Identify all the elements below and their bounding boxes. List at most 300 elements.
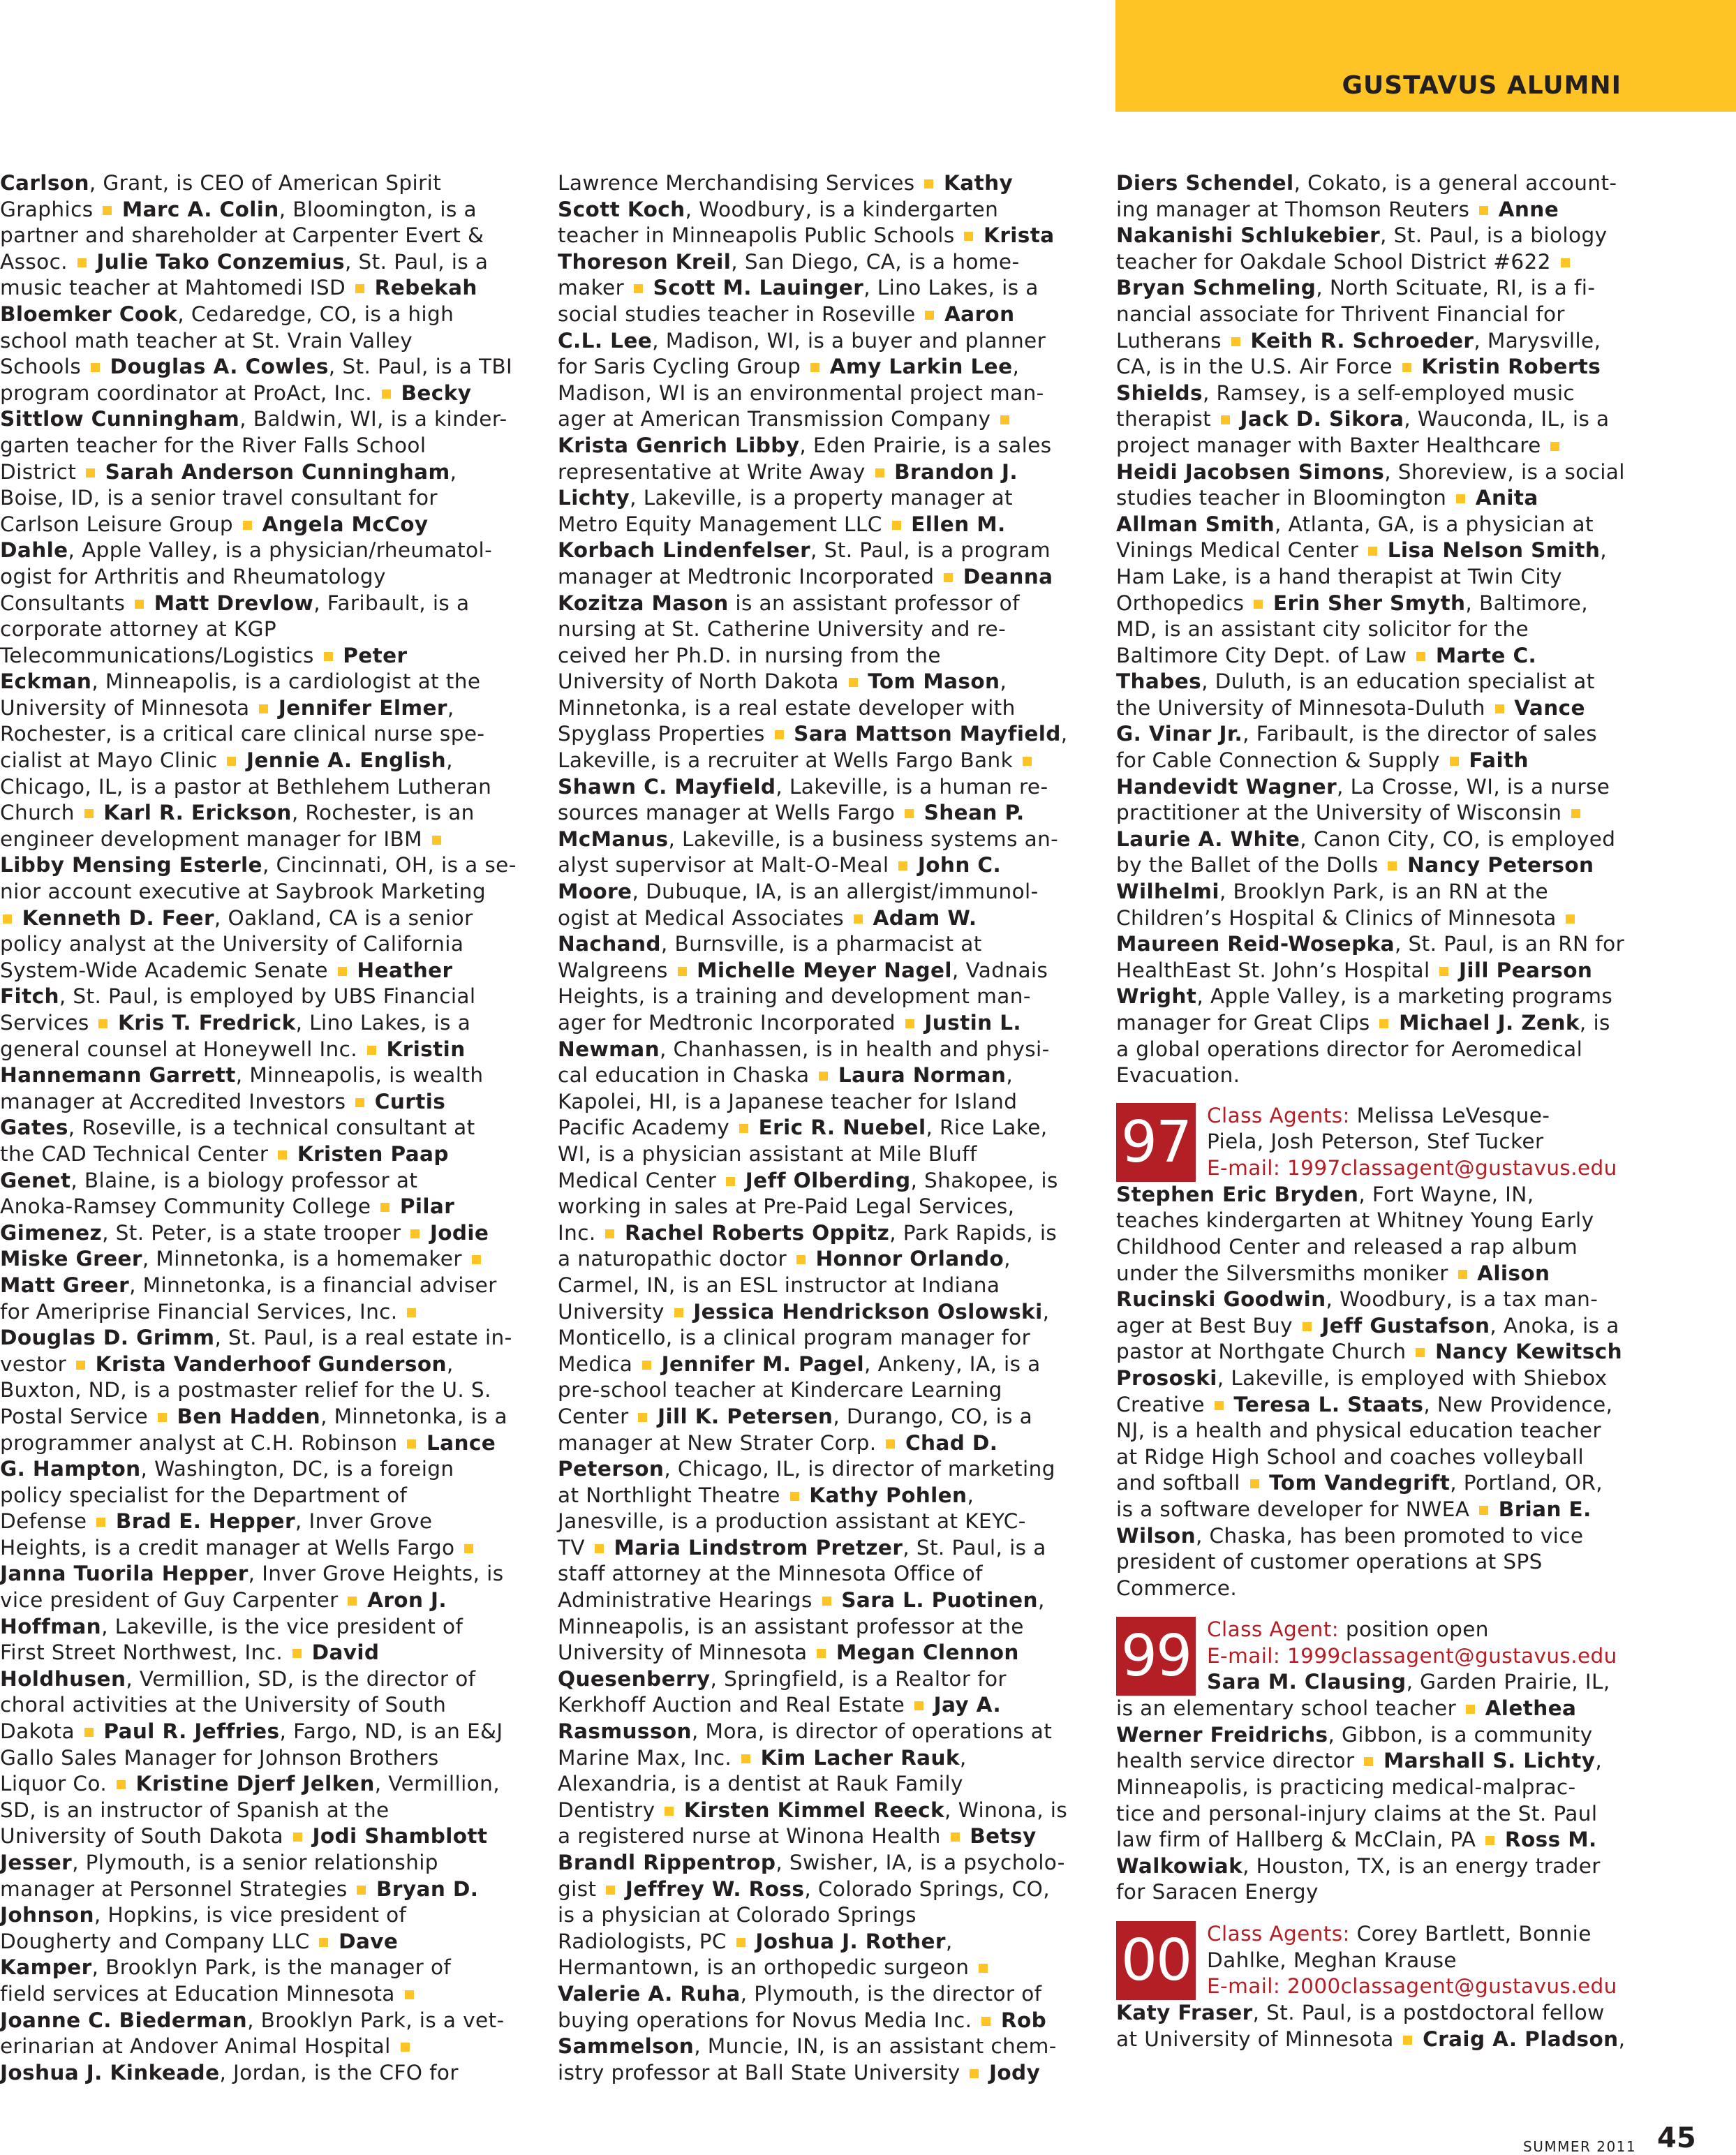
alumni-name: Kristin bbox=[378, 1037, 466, 1061]
alumni-name: Keith R. Schroeder bbox=[1242, 328, 1474, 353]
alumni-text: , Woodbury, is a tax man- bbox=[1326, 1287, 1598, 1312]
text-line bbox=[0, 1299, 511, 1326]
text-line bbox=[0, 1587, 511, 1614]
alumni-text: Ham Lake, is a hand therapist at Twin City bbox=[1116, 564, 1562, 588]
bullet-square-icon bbox=[1000, 415, 1009, 424]
alumni-name: Maureen Reid-Wosepka bbox=[1116, 932, 1395, 956]
bullet-square-icon bbox=[981, 2017, 991, 2026]
bullet-square-icon bbox=[1403, 2036, 1412, 2045]
text-line bbox=[558, 538, 1069, 564]
alumni-name: Johnson bbox=[0, 1903, 94, 1927]
text-line bbox=[558, 1850, 1069, 1876]
alumni-text: Pacific Academy bbox=[558, 1116, 736, 1140]
alumni-text: Lutherans bbox=[1116, 328, 1229, 353]
bullet-square-icon bbox=[1485, 1836, 1494, 1845]
alumni-text: , La Crosse, WI, is a nurse bbox=[1337, 774, 1610, 799]
bullet-square-icon bbox=[1303, 1322, 1312, 1331]
text-line bbox=[1116, 1261, 1627, 1287]
alumni-name: Becky bbox=[393, 380, 472, 405]
text-line bbox=[1116, 459, 1627, 486]
alumni-name: Peter bbox=[335, 643, 408, 667]
alumni-text: Services bbox=[0, 1011, 96, 1035]
alumni-text: manager at Accredited Investors bbox=[0, 1089, 353, 1113]
alumni-name: Ellen M. bbox=[903, 512, 1006, 536]
alumni-text: , Portland, OR, bbox=[1450, 1471, 1603, 1495]
text-line bbox=[1116, 1470, 1627, 1497]
text-line bbox=[0, 1509, 511, 1535]
text-line bbox=[1116, 1444, 1627, 1471]
text-line bbox=[1116, 1182, 1627, 1208]
bullet-square-icon bbox=[1458, 1270, 1467, 1279]
bullet-square-icon bbox=[736, 1938, 745, 1947]
alumni-text: , is bbox=[1579, 1011, 1610, 1035]
text-line bbox=[0, 1062, 511, 1089]
alumni-text: Church bbox=[0, 801, 82, 825]
alumni-text: teacher in Minneapolis Public Schools bbox=[558, 223, 962, 248]
bullet-square-icon bbox=[951, 1832, 960, 1842]
bullet-square-icon bbox=[1561, 258, 1570, 267]
text-line bbox=[0, 669, 511, 695]
text-line bbox=[0, 852, 517, 879]
alumni-text: , Cedaredge, CO, is a high bbox=[177, 302, 454, 326]
alumni-name: Krista bbox=[976, 223, 1055, 248]
alumni-text: , bbox=[1042, 1299, 1050, 1324]
text-line bbox=[1116, 616, 1627, 643]
bullet-square-icon bbox=[1416, 652, 1425, 661]
bullet-square-icon bbox=[1479, 1506, 1488, 1515]
alumni-text: , Grant, is CEO of American Spirit bbox=[89, 171, 442, 195]
class-year-header bbox=[1116, 1103, 1627, 1182]
alumni-text: Administrative Hearings bbox=[558, 1588, 819, 1613]
alumni-text: HealthEast St. John’s Hospital bbox=[1116, 958, 1437, 982]
bullet-square-icon bbox=[259, 704, 268, 713]
alumni-text: staff attorney at the Minnesota Office of bbox=[558, 1562, 983, 1586]
bullet-square-icon bbox=[605, 1229, 614, 1238]
text-line bbox=[1116, 433, 1627, 459]
bullet-square-icon bbox=[1456, 494, 1465, 503]
bullet-square-icon bbox=[405, 1990, 414, 1999]
text-line bbox=[1116, 2027, 1627, 2053]
alumni-name: Wright bbox=[1116, 984, 1197, 1009]
text-line bbox=[1116, 643, 1627, 669]
text-line bbox=[558, 1351, 1069, 1378]
text-line bbox=[1116, 197, 1627, 223]
alumni-text: Baltimore City Dept. of Law bbox=[1116, 643, 1414, 667]
alumni-text: Kerkhoff Auction and Real Estate bbox=[558, 1693, 912, 1717]
bullet-square-icon bbox=[1254, 600, 1263, 609]
alumni-text: for Saris Cycling Group bbox=[558, 355, 808, 379]
text-line bbox=[0, 1902, 511, 1929]
text-line bbox=[1116, 328, 1627, 355]
alumni-name: Libby Mensing Esterle bbox=[0, 853, 262, 877]
alumni-name: Genet bbox=[0, 1168, 71, 1192]
alumni-text: , Marysville, bbox=[1474, 328, 1601, 353]
alumni-text: , Muncie, IN, is an assistant chem- bbox=[694, 2034, 1057, 2059]
alumni-text: alyst supervisor at Malt-O-Meal bbox=[558, 853, 896, 877]
bullet-square-icon bbox=[410, 1229, 420, 1238]
alumni-text: , Woodbury, is a kindergarten bbox=[685, 197, 999, 221]
text-line bbox=[0, 827, 511, 853]
text-line bbox=[558, 1535, 1069, 1562]
alumni-text: studies teacher in Bloomington bbox=[1116, 486, 1454, 510]
alumni-name: Kamper bbox=[0, 1955, 92, 1980]
class-agent-names: Corey Bartlett, Bonnie bbox=[1356, 1922, 1592, 1946]
alumni-text: System-Wide Academic Senate bbox=[0, 958, 335, 982]
text-line bbox=[1116, 1722, 1627, 1749]
alumni-text: , bbox=[1060, 722, 1068, 746]
alumni-text: , Vermillion, SD, is the director of bbox=[126, 1666, 476, 1691]
alumni-name: Matt Drevlow bbox=[147, 591, 314, 615]
text-line bbox=[0, 406, 511, 433]
alumni-name: Douglas A. Cowles bbox=[102, 355, 329, 379]
text-line bbox=[0, 1483, 511, 1509]
alumni-name: Justin L. bbox=[917, 1011, 1021, 1035]
alumni-name: Kim Lacher Rauk bbox=[753, 1745, 960, 1770]
alumni-text: , bbox=[1037, 1588, 1045, 1613]
alumni-text: Schools bbox=[0, 355, 88, 379]
alumni-name: Krista Genrich Libby bbox=[558, 433, 800, 457]
bullet-square-icon bbox=[674, 1308, 683, 1317]
alumni-text: , Anoka, is a bbox=[1490, 1313, 1619, 1338]
alumni-name: Aron J. bbox=[359, 1588, 447, 1613]
alumni-name: Kirsten Kimmel Reeck bbox=[676, 1798, 945, 1822]
text-line bbox=[558, 354, 1069, 380]
alumni-text: , Minneapolis, is wealth bbox=[235, 1063, 484, 1088]
bullet-square-icon bbox=[944, 573, 953, 582]
bullet-square-icon bbox=[898, 861, 907, 871]
text-line bbox=[1116, 931, 1627, 958]
text-line bbox=[1116, 879, 1627, 905]
alumni-text: Children’s Hospital & Clinics of Minnesota bbox=[1116, 905, 1564, 930]
alumni-name: Jennifer M. Pagel bbox=[654, 1351, 865, 1376]
text-line bbox=[558, 564, 1069, 591]
alumni-text: Medica bbox=[558, 1351, 639, 1376]
alumni-text: , bbox=[450, 459, 457, 484]
text-line bbox=[1116, 485, 1627, 512]
alumni-name: Paul R. Jeffries bbox=[96, 1719, 280, 1744]
alumni-text: Radiologists, PC bbox=[558, 1929, 734, 1953]
alumni-text: , Inver Grove bbox=[295, 1509, 433, 1534]
bullet-square-icon bbox=[914, 1701, 923, 1710]
alumni-text: Buxton, ND, is a postmaster relief for the U. S. bbox=[0, 1378, 491, 1402]
class-year-header bbox=[1116, 1617, 1627, 1696]
text-line bbox=[0, 2034, 511, 2060]
alumni-name: Shawn C. Mayfield bbox=[558, 774, 776, 799]
alumni-text: , Baldwin, WI, is a kinder- bbox=[239, 407, 507, 431]
alumni-text: , Fargo, ND, is an E&J bbox=[279, 1719, 503, 1744]
alumni-text: nior account executive at Saybrook Marketing bbox=[0, 880, 487, 904]
alumni-text: , Baltimore, bbox=[1465, 591, 1589, 615]
text-line bbox=[0, 1010, 511, 1037]
bullet-square-icon bbox=[1221, 415, 1230, 424]
alumni-text: Medical Center bbox=[558, 1168, 724, 1192]
text-line bbox=[0, 1692, 511, 1719]
text-line bbox=[1116, 512, 1627, 538]
bullet-square-icon bbox=[924, 179, 933, 188]
alumni-text: WI, is a physician assistant at Mile Bluff bbox=[558, 1141, 977, 1166]
alumni-name: Laurie A. White bbox=[1116, 827, 1300, 851]
alumni-text: , Mora, is director of operations at bbox=[691, 1719, 1053, 1744]
alumni-name: Stephen Eric Bryden bbox=[1116, 1182, 1359, 1206]
alumni-text: nursing at St. Catherine University and re- bbox=[558, 617, 1007, 642]
alumni-text: Heights, is a credit manager at Wells Fargo bbox=[0, 1535, 462, 1560]
text-line bbox=[0, 1745, 511, 1772]
bullet-square-icon bbox=[822, 1597, 831, 1606]
text-line bbox=[1116, 1313, 1627, 1340]
alumni-name: Thabes bbox=[1116, 669, 1202, 694]
text-line bbox=[0, 459, 511, 486]
text-line bbox=[558, 695, 1069, 722]
alumni-name: Valerie A. Ruha bbox=[558, 1981, 741, 2006]
alumni-text: , bbox=[1006, 1063, 1014, 1088]
text-line bbox=[1116, 1037, 1627, 1063]
alumni-text: president of customer operations at SPS bbox=[1116, 1550, 1543, 1574]
alumni-text: corporate attorney at KGP bbox=[0, 617, 277, 642]
alumni-text: Childhood Center and released a rap album bbox=[1116, 1234, 1578, 1259]
text-line bbox=[0, 721, 511, 748]
text-line bbox=[0, 1719, 511, 1745]
alumni-name: Jodi Shamblott bbox=[304, 1824, 488, 1849]
alumni-text: is an elementary school teacher bbox=[1116, 1696, 1463, 1721]
alumni-text: istry professor at Ball State University bbox=[558, 2060, 967, 2084]
text-line bbox=[1116, 1365, 1627, 1392]
alumni-text: , Chaska, has been promoted to vice bbox=[1196, 1523, 1584, 1548]
alumni-text: Carmel, IN, is an ESL instructor at Indiana bbox=[558, 1273, 1000, 1297]
alumni-name: Douglas D. Grimm bbox=[0, 1326, 215, 1350]
alumni-name: Hannemann Garrett bbox=[0, 1063, 236, 1088]
alumni-name: Jeff Gustafson bbox=[1314, 1313, 1490, 1338]
bullet-square-icon bbox=[790, 1492, 799, 1501]
alumni-text: Graphics bbox=[0, 197, 101, 221]
text-line bbox=[0, 433, 511, 459]
bullet-square-icon bbox=[810, 363, 819, 372]
alumni-name: Quesenberry bbox=[558, 1666, 711, 1691]
alumni-text: , Inver Grove Heights, is bbox=[248, 1562, 504, 1586]
alumni-text: Heights, is a training and development man- bbox=[558, 984, 1031, 1009]
text-line bbox=[558, 275, 1069, 302]
text-line bbox=[558, 433, 1069, 459]
text-line bbox=[558, 958, 1069, 984]
alumni-name: Scott M. Lauinger bbox=[645, 276, 864, 300]
class-email-link[interactable]: E-mail: 1997classagent@gustavus.edu bbox=[1207, 1155, 1617, 1180]
alumni-text: Kapolei, HI, is a Japanese teacher for Island bbox=[558, 1089, 1018, 1113]
alumni-text: manager at New Strater Corp. bbox=[558, 1430, 884, 1455]
text-line bbox=[1116, 1549, 1627, 1576]
bullet-square-icon bbox=[103, 206, 112, 215]
alumni-text: , Faribault, is a bbox=[313, 591, 470, 615]
text-line bbox=[1116, 302, 1627, 328]
bullet-square-icon bbox=[1439, 967, 1448, 976]
alumni-text: is an assistant professor of bbox=[728, 591, 1020, 615]
alumni-text: ceived her Ph.D. in nursing from the bbox=[558, 643, 941, 667]
alumni-text: tice and personal-injury claims at the St. Paul bbox=[1116, 1801, 1598, 1826]
text-line bbox=[0, 1456, 511, 1483]
alumni-text: MD, is an assistant city solicitor for the bbox=[1116, 617, 1529, 642]
alumni-text: , bbox=[945, 1929, 953, 1953]
alumni-name: Adam W. bbox=[865, 905, 977, 930]
text-line bbox=[558, 616, 1069, 643]
bullet-square-icon bbox=[293, 1832, 302, 1842]
text-line bbox=[558, 1666, 1069, 1693]
alumni-text: , Minnetonka, is a bbox=[320, 1404, 507, 1428]
text-line bbox=[0, 2008, 511, 2034]
alumni-text: , bbox=[1000, 669, 1007, 694]
alumni-text: Walgreens bbox=[558, 958, 675, 982]
alumni-text: , Cokato, is a general account- bbox=[1293, 171, 1617, 195]
alumni-name: Jessica Hendrickson Oslowski bbox=[685, 1299, 1043, 1324]
class-email-link[interactable]: E-mail: 1999classagent@gustavus.edu bbox=[1207, 1643, 1617, 1668]
alumni-text: programmer analyst at C.H. Robinson bbox=[0, 1430, 405, 1455]
alumni-name: Vance bbox=[1506, 695, 1585, 720]
text-line bbox=[0, 616, 511, 643]
text-line bbox=[558, 1194, 1069, 1220]
alumni-name: Jack D. Sikora bbox=[1232, 407, 1404, 431]
alumni-name: Kozitza Mason bbox=[558, 591, 729, 615]
alumni-name: Miske Greer bbox=[0, 1247, 142, 1271]
bullet-square-icon bbox=[979, 1964, 988, 1973]
text-line bbox=[1116, 905, 1627, 932]
class-year-badge: 97 bbox=[1116, 1103, 1196, 1182]
text-line bbox=[558, 1246, 1069, 1273]
alumni-name: Jill K. Petersen bbox=[650, 1404, 833, 1428]
alumni-text: , Rochester, is an bbox=[291, 801, 475, 825]
alumni-text: policy specialist for the Department of bbox=[0, 1483, 408, 1507]
alumni-text: , Shoreview, is a social bbox=[1384, 459, 1625, 484]
alumni-text: , Dubuque, IA, is an allergist/immunol- bbox=[632, 880, 1039, 904]
bullet-square-icon bbox=[96, 1518, 105, 1527]
class-agent-names: position open bbox=[1345, 1617, 1489, 1642]
alumni-text: Postal Service bbox=[0, 1404, 155, 1428]
alumni-text: University of North Dakota bbox=[558, 669, 846, 694]
alumni-text: Madison, WI is an environmental project man- bbox=[558, 380, 1044, 405]
bullet-square-icon bbox=[135, 600, 144, 609]
alumni-text: , New Providence, bbox=[1423, 1392, 1613, 1416]
alumni-name: Nachand bbox=[558, 932, 661, 956]
alumni-name: Nancy Kewitsch bbox=[1427, 1340, 1623, 1364]
alumni-name: Anita bbox=[1468, 486, 1538, 510]
alumni-text: , bbox=[967, 1483, 974, 1507]
alumni-text: , Shakopee, is bbox=[910, 1168, 1058, 1192]
bullet-square-icon bbox=[817, 1649, 826, 1658]
alumni-name: Jeff Olberding bbox=[738, 1168, 911, 1192]
alumni-text: Monticello, is a clinical program manager for bbox=[558, 1326, 1031, 1350]
text-line bbox=[558, 223, 1069, 249]
alumni-name: Betsy bbox=[962, 1824, 1037, 1849]
alumni-text: , bbox=[446, 748, 453, 773]
alumni-text: First Street Northwest, Inc. bbox=[0, 1641, 290, 1665]
alumni-name: Holdhusen bbox=[0, 1666, 126, 1691]
alumni-text: , Burnsville, is a pharmacist at bbox=[660, 932, 982, 956]
alumni-text: Defense bbox=[0, 1509, 94, 1534]
text-line bbox=[0, 197, 511, 223]
bullet-square-icon bbox=[875, 468, 884, 477]
alumni-text: manager for Great Clips bbox=[1116, 1011, 1377, 1035]
alumni-name: Curtis bbox=[367, 1089, 446, 1113]
alumni-text: , Swisher, IA, is a psycholo- bbox=[776, 1851, 1065, 1874]
alumni-text: , San Diego, CA, is a home- bbox=[731, 249, 1020, 274]
alumni-text: teaches kindergarten at Whitney Young Early bbox=[1116, 1208, 1594, 1233]
text-line bbox=[558, 1587, 1069, 1614]
text-line bbox=[1116, 564, 1627, 591]
alumni-name: McManus bbox=[558, 827, 669, 851]
column-2 bbox=[558, 170, 1069, 2086]
text-line bbox=[558, 512, 1069, 538]
section-banner bbox=[1115, 0, 1736, 112]
text-line bbox=[1116, 1775, 1627, 1801]
alumni-text: Orthopedics bbox=[1116, 591, 1252, 615]
class-email-link[interactable]: E-mail: 2000classagent@gustavus.edu bbox=[1207, 1974, 1617, 1999]
text-line bbox=[558, 485, 1069, 512]
text-line bbox=[0, 1168, 511, 1194]
text-line bbox=[1116, 774, 1627, 801]
class-year-badge: 00 bbox=[1116, 1921, 1196, 2000]
alumni-text: , Springfield, is a Realtor for bbox=[710, 1666, 1007, 1691]
alumni-text: choral activities at the University of South bbox=[0, 1693, 447, 1717]
bullet-square-icon bbox=[407, 1308, 416, 1317]
alumni-text: , Gibbon, is a community bbox=[1328, 1722, 1593, 1747]
bullet-square-icon bbox=[678, 967, 687, 976]
alumni-text: , Roseville, is a technical consultant at bbox=[68, 1116, 475, 1140]
alumni-name: Peterson bbox=[558, 1457, 665, 1481]
bullet-square-icon bbox=[1023, 757, 1032, 766]
alumni-name: Heather bbox=[349, 958, 453, 982]
class-agent-line bbox=[1207, 1948, 1617, 1974]
alumni-name: Heidi Jacobsen Simons bbox=[1116, 459, 1385, 484]
alumni-name: Kathy Pohlen bbox=[801, 1483, 967, 1507]
alumni-text: TV bbox=[558, 1535, 592, 1560]
text-line bbox=[0, 249, 511, 276]
class-agent-names: Melissa LeVesque- bbox=[1356, 1103, 1550, 1127]
alumni-text: erinarian at Andover Animal Hospital bbox=[0, 2034, 398, 2059]
text-line bbox=[0, 485, 511, 512]
alumni-text: , St. Paul, is a TBI bbox=[328, 355, 513, 379]
alumni-text: Dentistry bbox=[558, 1798, 662, 1822]
text-line bbox=[1116, 748, 1627, 774]
text-line bbox=[558, 591, 1069, 617]
alumni-name: Eckman bbox=[0, 669, 92, 694]
alumni-name: Honnor Orlando bbox=[808, 1247, 1004, 1271]
bullet-square-icon bbox=[84, 809, 94, 818]
text-line bbox=[0, 170, 511, 197]
bullet-square-icon bbox=[227, 757, 236, 766]
alumni-text: , Atlanta, GA, is a physician at bbox=[1274, 512, 1594, 536]
text-line bbox=[558, 643, 1069, 669]
alumni-text: garten teacher for the River Falls School bbox=[0, 433, 426, 457]
alumni-text: , bbox=[1004, 1247, 1011, 1271]
alumni-text: , Oakland, CA is a senior bbox=[214, 905, 473, 930]
alumni-text: University of Minnesota bbox=[0, 695, 257, 720]
alumni-text: Anoka-Ramsey Community College bbox=[0, 1194, 378, 1219]
alumni-text: , Chanhassen, is in health and physi- bbox=[660, 1037, 1050, 1061]
alumni-text: , Apple Valley, is a marketing programs bbox=[1196, 984, 1613, 1009]
alumni-text: , St. Paul, is a postdoctoral fellow bbox=[1252, 2001, 1605, 2025]
bullet-square-icon bbox=[741, 1754, 750, 1763]
alumni-name: Bryan Schmeling bbox=[1116, 276, 1316, 300]
alumni-text: engineer development manager for IBM bbox=[0, 827, 429, 851]
class-agent-line bbox=[1207, 1617, 1617, 1643]
alumni-name: Werner Freidrichs bbox=[1116, 1722, 1328, 1747]
bullet-square-icon bbox=[1566, 914, 1575, 924]
text-line bbox=[1116, 1234, 1627, 1261]
alumni-name: Sammelson bbox=[558, 2034, 695, 2059]
alumni-name: Gates bbox=[0, 1116, 68, 1140]
bullet-square-icon bbox=[355, 1098, 364, 1107]
alumni-name: Moore bbox=[558, 880, 632, 904]
alumni-name: John C. bbox=[910, 853, 1002, 877]
bullet-square-icon bbox=[1231, 337, 1240, 346]
alumni-text: , Vermillion, bbox=[374, 1772, 500, 1796]
bullet-square-icon bbox=[77, 258, 87, 267]
